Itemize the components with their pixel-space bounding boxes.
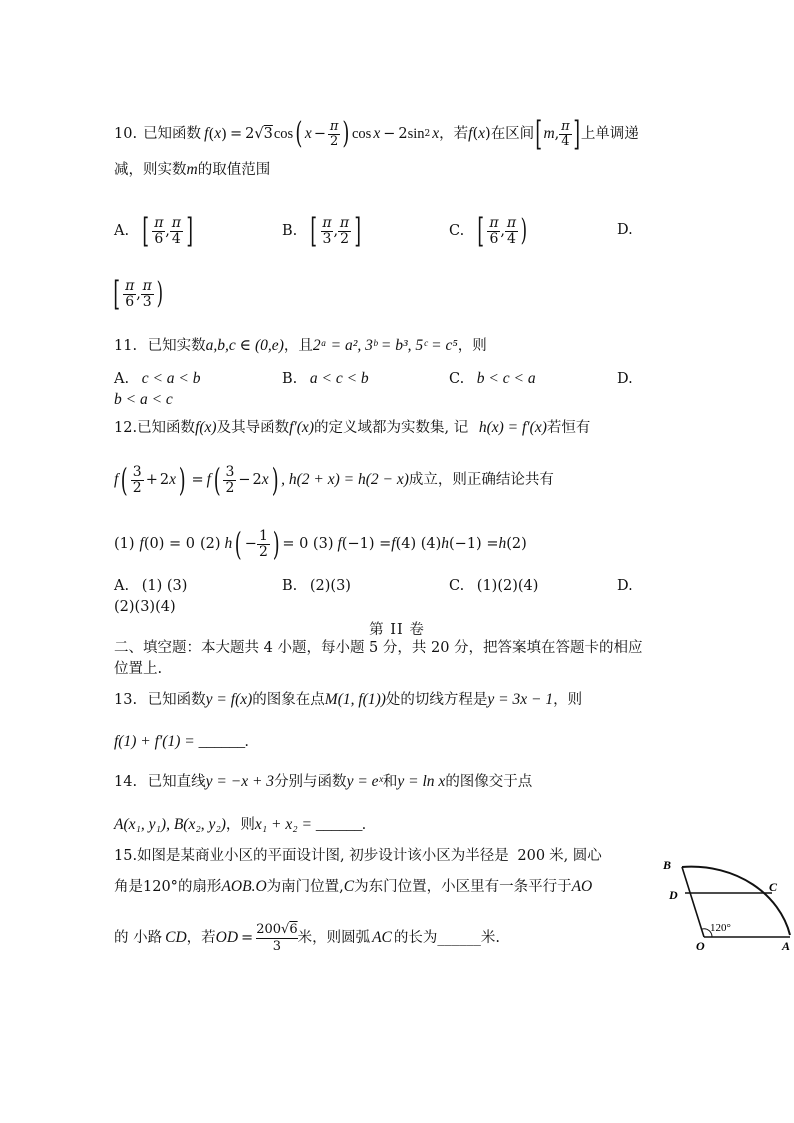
q11-option-d-value: b < a < c xyxy=(114,391,173,408)
section-instructions-2: 位置上. xyxy=(114,661,163,677)
section-title: 第 II 卷 xyxy=(369,622,425,638)
q12-option-d[interactable]: D. xyxy=(617,578,633,594)
label-angle: 120° xyxy=(710,922,731,934)
q11-option-d[interactable]: D. xyxy=(617,371,633,387)
arc-ab xyxy=(682,867,790,935)
radius-ob xyxy=(682,867,704,937)
q12-option-b[interactable]: B. (2)(3) xyxy=(282,578,351,594)
q11-option-a[interactable]: A. c < a < b xyxy=(114,370,201,387)
q10-option-a[interactable]: A. [ π 6 , π 4 ] xyxy=(114,211,193,251)
label-d: D xyxy=(669,888,678,902)
q11-option-c[interactable]: C. b < c < a xyxy=(449,370,536,387)
q10-line2: 减，则实数m的取值范围 xyxy=(114,161,271,178)
q11-option-b[interactable]: B. a < c < b xyxy=(282,370,369,387)
q12-stem: 12.已知函数f(x)及其导函数f′(x)的定义域都为实数集, 记 h(x) = f′(x)若恒有 xyxy=(114,419,591,436)
q12-option-a[interactable]: A. (1) (3) xyxy=(114,578,188,594)
section-instructions: 二、填空题：本大题共 4 小题，每小题 5 分，共 20 分，把答案填在答题卡的相应 xyxy=(114,640,643,656)
q13-stem: 13. 已知函数y = f(x)的图象在点M(1, f(1))处的切线方程是y = 3x − 1，则 xyxy=(114,691,583,708)
q15-line2: 角是120°的扇形AOB.O为南门位置,C为东门位置，小区里有一条平行于AO xyxy=(114,878,593,895)
q10-number: 10. xyxy=(114,126,138,142)
q10-option-b[interactable]: B. [ π 3 , π 2 ] xyxy=(282,211,361,251)
sector-figure xyxy=(662,855,792,955)
q14-stem: 14. 已知直线y = −x + 3分别与函数y = eˣ和y = ln x的图像交于点 xyxy=(114,773,533,790)
q10-option-d[interactable]: D. xyxy=(617,222,633,238)
q10-option-c[interactable]: C. [ π 6 , π 4 ) xyxy=(449,211,527,251)
label-a: A xyxy=(782,939,791,953)
q12-option-d-value: (2)(3)(4) xyxy=(114,599,176,615)
q11-stem: 11. 已知实数a,b,c ∈ (0,e)，且2ᵃ = a², 3ᵇ = b³, 5ᶜ = c⁵，则 xyxy=(114,337,487,354)
label-c: C xyxy=(769,880,778,894)
q12-conditions: f ( 3 2 + 2 x ) = f ( 3 2 − 2 x ) , h(2 + x) = h(2 − x) 成立，则正确结论共有 xyxy=(114,461,554,499)
q12-statements: (1) f (0) = 0 (2) h ( − 1 2 ) = 0 (3) f (−1) = f (4) (4) h (−1) = h (2) xyxy=(114,525,527,563)
label-o: O xyxy=(696,939,705,953)
q15-line1: 15.如图是某商业小区的平面设计图, 初步设计该小区为半径是 200 米, 圆心 xyxy=(114,848,602,864)
q13-answer-blank[interactable]: f(1) + f′(1) = ______. xyxy=(114,733,249,750)
q10-option-d-value: [ π 6 , π 3 ) xyxy=(113,274,163,314)
q15-line3: 的 小路 CD ，若 OD = $\frac{200√6}{3}$ 米，则圆弧 AC 的长为______米. xyxy=(114,921,501,954)
label-b: B xyxy=(663,858,672,872)
q14-answer-blank[interactable]: A(x₁, y₁), B(x₂, y₂)，则x₁ + x₂ = ______. xyxy=(114,816,367,833)
q10-stem: 10. 已知函数 f ( x ) = 2 √ 3 cos ( x − $\frac{\pi}{2}$ ) cos x − 2 sin 2 x ，若 f ( x ) 在区间 [ m , π 4 ] 上单调递 xyxy=(114,114,639,154)
q12-option-c[interactable]: C. (1)(2)(4) xyxy=(449,578,539,594)
